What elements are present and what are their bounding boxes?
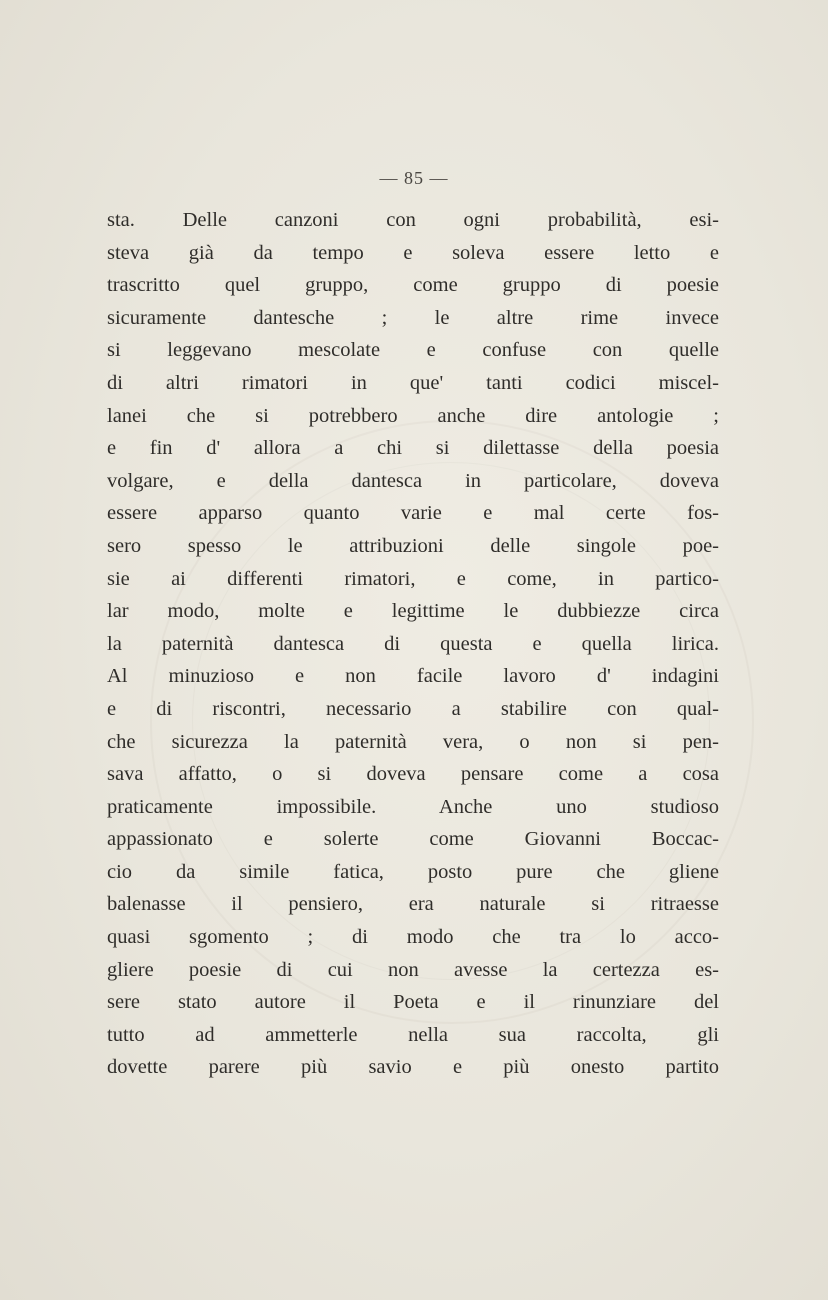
text-line: di altri rimatori in que' tanti codici miscel- (107, 371, 719, 394)
text-line: sta. Delle canzoni con ogni probabilità, esi- (107, 209, 719, 231)
text-line: la paternità dantesca di questa e quella lirica. (107, 632, 719, 655)
text-line: tutto ad ammetterle nella sua raccolta, gli (107, 1023, 719, 1046)
text-line: lanei che si potrebbero anche dire antologie ; (107, 404, 719, 427)
body-text (107, 204, 719, 1084)
text-line: trascritto quel gruppo, come gruppo di poesie (107, 274, 719, 297)
text-line: gliere poesie di cui non avesse la certezza es- (107, 958, 719, 981)
text-line: Al minuzioso e non facile lavoro d' indagini (107, 665, 719, 688)
text-line: che sicurezza la paternità vera, o non si pen- (107, 730, 719, 753)
text-line: e fin d' allora a chi si dilettasse della poesia (107, 437, 719, 460)
text-line: essere apparso quanto varie e mal certe fos- (107, 502, 719, 525)
text-line: praticamente impossibile. Anche uno studioso (107, 795, 719, 818)
text-line: appassionato e solerte come Giovanni Boccac- (107, 828, 719, 851)
text-line: quasi sgomento ; di modo che tra lo acco- (107, 926, 719, 949)
text-line: sicuramente dantesche ; le altre rime invece (107, 306, 719, 329)
text-line: steva già da tempo e soleva essere letto e (107, 241, 719, 264)
text-line: sere stato autore il Poeta e il rinunziare del (107, 991, 719, 1014)
text-line: cio da simile fatica, posto pure che gliene (107, 860, 719, 883)
page-number: — 85 — (379, 168, 449, 188)
text-line: sie ai differenti rimatori, e come, in partico- (107, 567, 719, 590)
text-line: balenasse il pensiero, era naturale si ritraesse (107, 893, 719, 916)
text-line: volgare, e della dantesca in particolare, doveva (107, 469, 719, 492)
text-line: lar modo, molte e legittime le dubbiezze circa (107, 600, 719, 623)
text-line: e di riscontri, necessario a stabilire con qual- (107, 697, 719, 720)
text-line: dovette parere più savio e più onesto partito (107, 1056, 719, 1079)
text-line: si leggevano mescolate e confuse con quelle (107, 339, 719, 362)
text-line: sero spesso le attribuzioni delle singole poe- (107, 534, 719, 557)
text-line: sava affatto, o si doveva pensare come a cosa (107, 763, 719, 786)
